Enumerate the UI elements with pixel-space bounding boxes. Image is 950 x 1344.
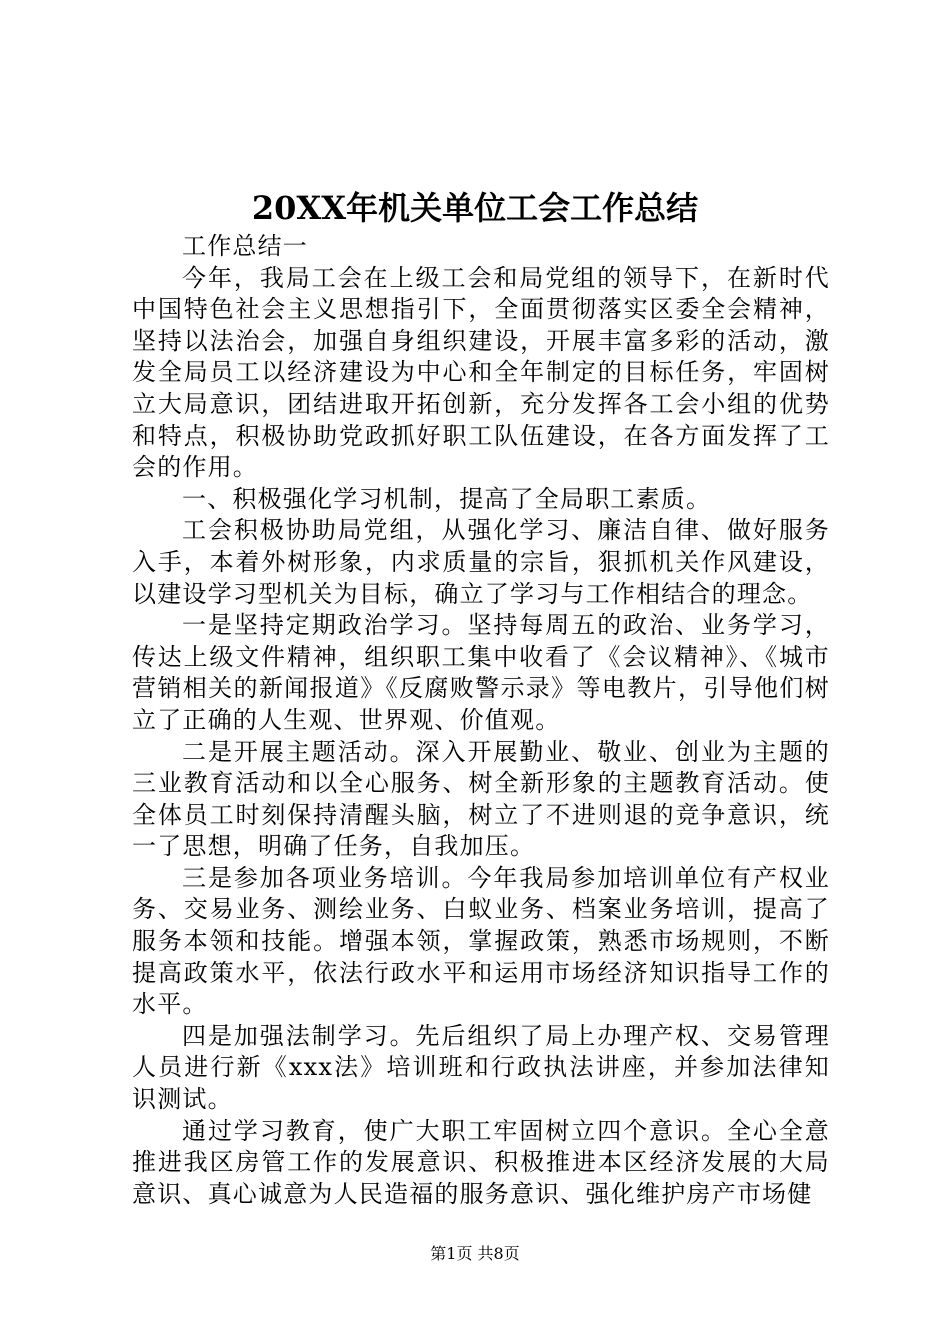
section-heading: 一、积极强化学习机制，提高了全局职工素质。 bbox=[182, 484, 712, 513]
paragraph: 二是开展主题活动。深入开展勤业、敬业、创业为主题的三业教育活动和以全心服务、树全新形象的主题教育活动。使全体员工时刻保持清醒头脑，树立了不进则退的竞争意识，统一了思想，明确了任务，自我加压。 bbox=[132, 737, 830, 861]
paragraph: 四是加强法制学习。先后组织了局上办理产权、交易管理人员进行新《xxx法》培训班和行政执法讲座，并参加法律知识测试。 bbox=[132, 1021, 830, 1114]
document-title: 20XX年机关单位工会工作总结 bbox=[251, 189, 699, 227]
document-body bbox=[132, 231, 830, 1210]
paragraph: 一是坚持定期政治学习。坚持每周五的政治、业务学习，传达上级文件精神，组织职工集中收看了《会议精神》、《城市营销相关的新闻报道》《反腐败警示录》等电教片，引导他们树立了正确的人生观、世界观、价值观。 bbox=[132, 611, 830, 734]
paragraph: 三是参加各项业务培训。今年我局参加培训单位有产权业务、交易业务、测绘业务、白蚁业务、档案业务培训，提高了服务本领和技能。增强本领，掌握政策，熟悉市场规则，不断提高政策水平，依法行政水平和运用市场经济知识指导工作的水平。 bbox=[132, 863, 830, 1019]
paragraph: 工会积极协助局党组，从强化学习、廉洁自律、做好服务入手，本着外树形象，内求质量的宗旨，狠抓机关作风建设，以建设学习型机关为目标，确立了学习与工作相结合的理念。 bbox=[132, 516, 830, 608]
section-heading: 工作总结一 bbox=[182, 232, 308, 260]
page-number-footer: 第1页 共8页 bbox=[430, 1244, 520, 1263]
paragraph: 通过学习教育，使广大职工牢固树立四个意识。全心全意推进我区房管工作的发展意识、积极推进本区经济发展的大局意识、真心诚意为人民造福的服务意识、强化维护房产市场健 bbox=[132, 1116, 830, 1208]
paragraph: 今年，我局工会在上级工会和局党组的领导下，在新时代中国特色社会主义思想指引下，全面贯彻落实区委全会精神，坚持以法治会，加强自身组织建设，开展丰富多彩的活动，激发全局员工以经济建设为中心和全年制定的目标任务，牢固树立大局意识，团结进取开拓创新，充分发挥各工会小组的优势和特点，积极协助党政抓好职工队伍建设，在各方面发挥了工会的作用。 bbox=[132, 263, 830, 482]
